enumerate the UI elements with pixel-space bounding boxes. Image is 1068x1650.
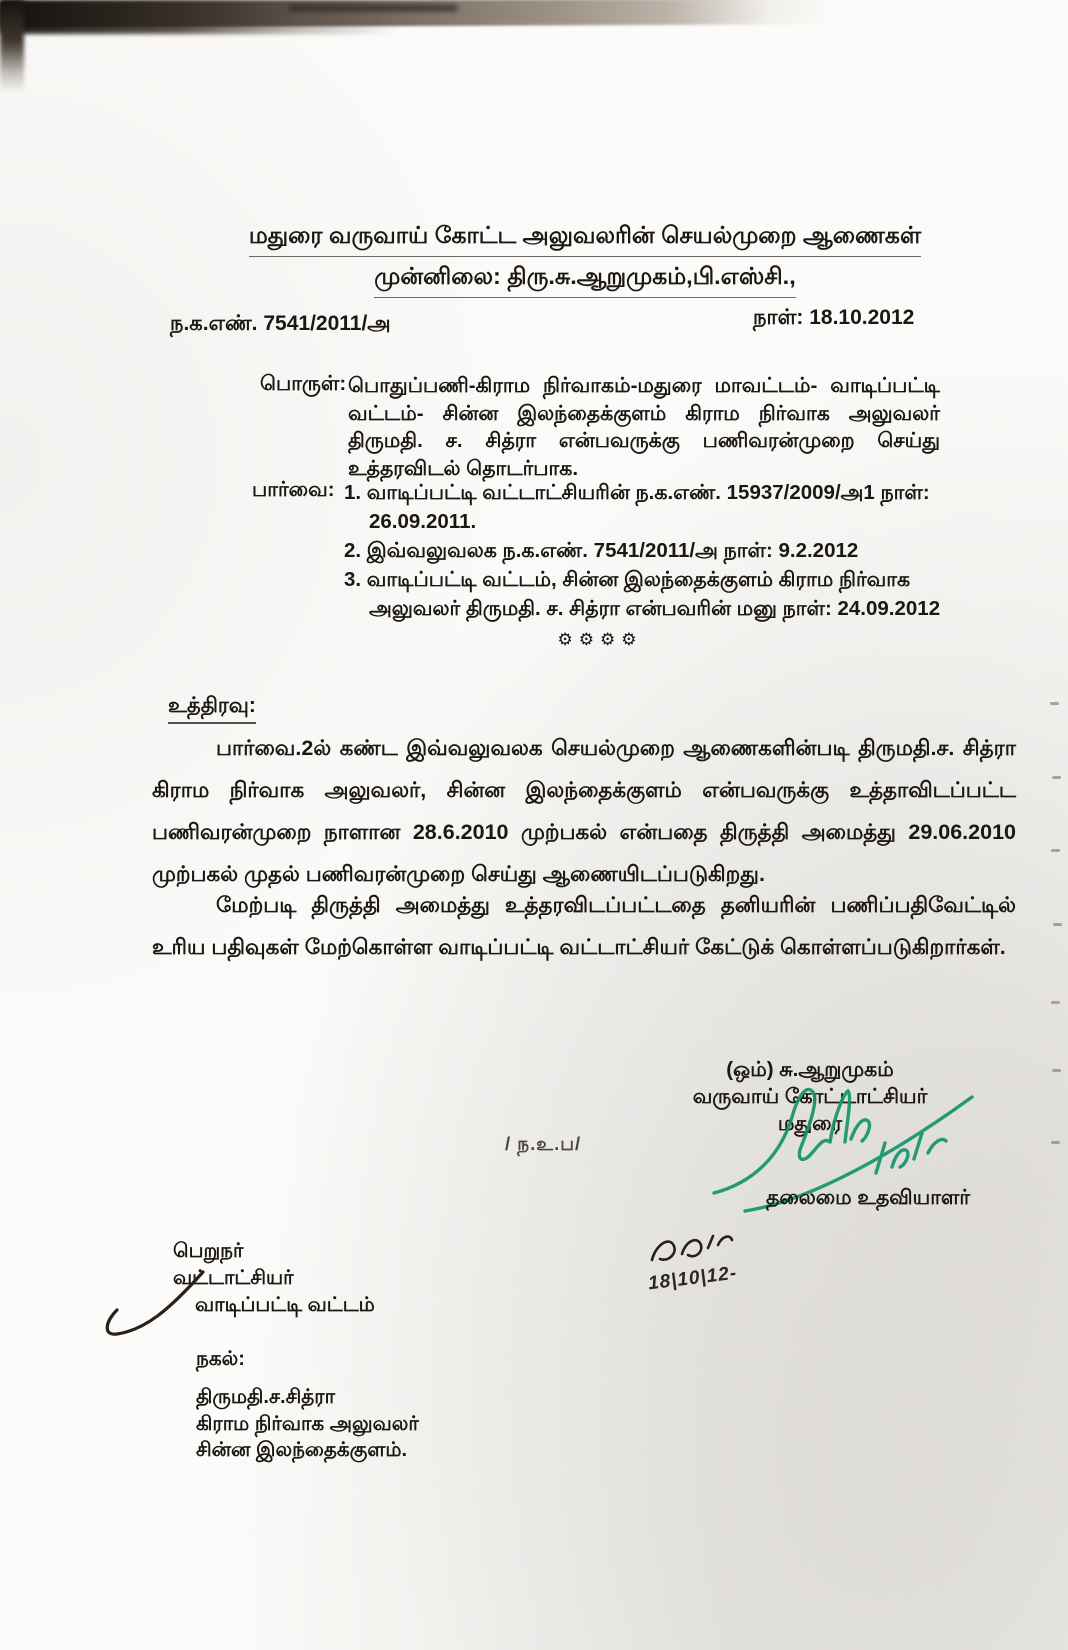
handwritten-date: 18|10|12- [646, 1262, 739, 1295]
recipient-place: வாடிப்பட்டி வட்டம் [195, 1294, 375, 1316]
reference-item: 2. இவ்வலுவலக ந.க.எண். 7541/2011/அ நாள்: 9.2.2012 [344, 539, 859, 562]
checkmark-flourish [95, 1252, 225, 1342]
order-paragraph-2: மேற்படி திருத்தி அமைத்து உத்தரவிடப்பட்டதை தனியரின் பணிப்பதிவேட்டில் உரிய பதிவுகள் மேற்கொள்ள வாடிப்பட்டி வட்டாட்சியர் கேட்டுக் கொள்ளப்படுகிறார்கள். [152, 893, 1016, 959]
attestor-title: தலைமை உதவியாளர் [766, 1186, 971, 1209]
scan-edge-tick [1053, 923, 1062, 926]
scan-edge-tick [1052, 1069, 1061, 1072]
recipient-designation: வட்டாட்சியர் [173, 1267, 294, 1289]
letter-title [160, 216, 1010, 298]
recipient-heading: பெறுநர் [173, 1240, 244, 1262]
signatory-name: (ஒம்) சு.ஆறுமுகம் [726, 1058, 894, 1081]
scan-corner-blob [0, 0, 24, 92]
order-paragraph-1: பார்வை.2ல் கண்ட இவ்வலுவலக செயல்முறை ஆணைகளின்படி திருமதி.ச. சித்ரா கிராம நிர்வாக அலுவலர், சின்ன இலந்தைக்குளம் என்பவருக்கு உத்தாவிடப்பட்ட பணிவரன்முறை நாளான 28.6.2010 முற்பகல் என்பதை திருத்தி அமைத்து 29.06.2010 முற்பகல் முதல் பணிவரன்முறை செய்து ஆணையிடப்படுகிறது. [152, 736, 1016, 886]
title-line1: மதுரை வருவாய் கோட்ட அலுவலரின் செயல்முறை ஆணைகள் [249, 216, 921, 257]
signatory-designation: வருவாய் கோட்டாட்சியர் [692, 1085, 928, 1108]
references-label: பார்வை: [252, 478, 335, 501]
copy-line: சின்ன இலந்தைக்குளம். [196, 1439, 407, 1461]
title-line2: முன்னிலை: திரு.சு.ஆறுமுகம்,பி.எஸ்சி., [374, 257, 795, 298]
scan-smudge-streak [288, 4, 458, 12]
reference-number: ந.க.எண். 7541/2011/அ [170, 312, 391, 335]
letter-date: நாள்: 18.10.2012 [753, 306, 915, 329]
copy-heading: நகல்: [196, 1348, 245, 1370]
scan-edge-tick [1050, 702, 1059, 705]
subject-text: பொதுப்பணி-கிராம நிர்வாகம்-மதுரை மாவட்டம்- வாடிப்பட்டி வட்டம்- சின்ன இலந்தைக்குளம் கிராம நிர்வாக அலுவலர் திருமதி. ச. சித்ரா என்பவருக்கு பணிவரன்முறை செய்து உத்தரவிடல் தொடர்பாக. [348, 374, 940, 480]
scan-edge-tick [1051, 1141, 1060, 1144]
references-list [344, 478, 944, 623]
true-copy-mark: / ந.உ.ப/ [505, 1133, 582, 1154]
copy-line: கிராம நிர்வாக அலுவலர் [196, 1412, 419, 1435]
scan-edge-tick [1051, 1001, 1060, 1004]
subject-label: பொருள்: [260, 372, 347, 395]
signatory-place: மதுரை [777, 1112, 843, 1135]
gear-ornament-separator: ⚙⚙⚙⚙ [557, 630, 643, 649]
reference-item: 3. வாடிப்பட்டி வட்டம், சின்ன இலந்தைக்குளம் கிராம நிர்வாக அலுவலர் திருமதி. ச. சித்ரா என்பவரின் மனு நாள்: 24.09.2012 [344, 568, 941, 620]
copy-line: திருமதி.ச.சித்ரா [196, 1386, 336, 1408]
reference-item: 1. வாடிப்பட்டி வட்டாட்சியரின் ந.க.எண். 15937/2009/அ1 நாள்: 26.09.2011. [344, 481, 930, 533]
scan-edge-tick [1051, 849, 1060, 852]
order-heading: உத்திரவு: [168, 694, 256, 724]
copy-address-block [196, 1384, 419, 1464]
scan-edge-tick [1052, 776, 1061, 779]
